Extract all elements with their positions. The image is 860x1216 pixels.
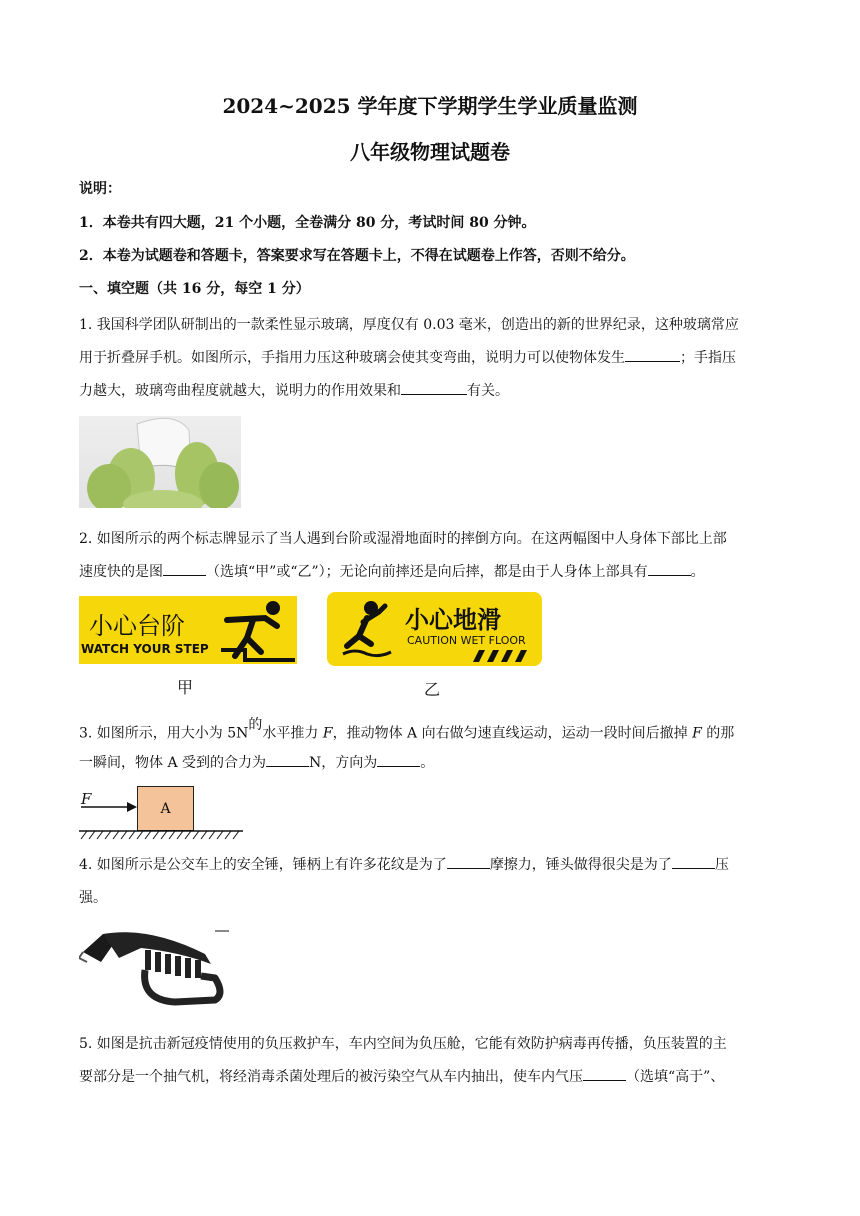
sign2-caption: 乙 [424, 680, 441, 699]
q5-line2-text-b: （选填“高于”、 [626, 1069, 725, 1085]
q2-line2-text-c: 。 [690, 564, 705, 580]
q5-answer-blank-1[interactable] [583, 1066, 626, 1081]
q3-answer-blank-1[interactable] [266, 752, 309, 767]
q4-line1-text-b: 摩擦力，锤头做得很尖是为了 [489, 857, 672, 873]
sign2-chinese: 小心地滑 [405, 606, 501, 634]
q2-line2 [79, 561, 705, 581]
force-arrow-icon [79, 800, 139, 814]
instructions-label: 说明： [79, 181, 121, 197]
watch-step-sign [79, 596, 297, 664]
q3-line1-text-b: 水平推力 [262, 725, 323, 742]
q1-answer-blank-2[interactable] [401, 380, 467, 395]
force-label: F [81, 790, 92, 808]
q2-line2-text-b: （选填“甲”或“乙”）；无论向前摔还是向后摔，都是由于人身体上部具有 [206, 564, 648, 580]
falling-forward-person-icon [217, 598, 297, 662]
slipping-person-icon [341, 600, 399, 658]
hazard-stripes [469, 650, 533, 662]
q1-line2-text-a: 用于折叠屏手机。如图所示，手指用力压这种玻璃会使其变弯曲，说明力可以使物体发生 [79, 350, 625, 366]
q1-line3-text-a: 力越大，玻璃弯曲程度就越大，说明力的作用效果和 [79, 383, 401, 399]
q3-line2-text-a: 一瞬间，物体 A 受到的合力为 [79, 755, 267, 771]
q3-line2 [79, 752, 434, 772]
q2-line1: 2. 如图所示的两个标志牌显示了当人遇到台阶或湿滑地面时的摔倒方向。在这两幅图中人身体下部比上部 [79, 531, 727, 547]
ground-surface [79, 830, 243, 840]
safety-hammer-image [79, 918, 239, 1010]
instruction-item-1: 1．本卷共有四大题，21 个小题，全卷满分 80 分，考试时间 80 分钟。 [79, 215, 536, 231]
sign1-chinese: 小心台阶 [89, 612, 185, 640]
sign1-english: WATCH YOUR STEP [81, 642, 209, 656]
q1-line2 [79, 347, 736, 367]
q4-line1-text-a: 4. 如图所示是公交车上的安全锤，锤柄上有许多花纹是为了 [79, 857, 447, 873]
sign1-caption: 甲 [177, 678, 194, 697]
q4-line2: 强。 [79, 890, 107, 906]
q4-answer-blank-1[interactable] [447, 854, 490, 869]
q3-line1 [79, 717, 734, 743]
q2-line2-text-a: 速度快的是图 [79, 564, 163, 580]
q3-line2-text-b: N，方向为 [309, 755, 378, 771]
q3-answer-blank-2[interactable] [377, 752, 420, 767]
q1-line2-text-b: ；手指压 [680, 350, 736, 366]
q4-answer-blank-2[interactable] [672, 854, 715, 869]
block-a [137, 786, 194, 831]
q3-line2-text-c: 。 [420, 755, 435, 771]
exam-subtitle: 八年级物理试题卷 [350, 140, 510, 164]
block-a-label: A [160, 800, 171, 817]
q5-line1: 5. 如图是抗击新冠疫情使用的负压救护车，车内空间为负压舱，它能有效防护病毒再传播，负压装置的主 [79, 1036, 727, 1052]
q3-force-symbol: F [322, 725, 333, 742]
q1-line1: 1. 我国科学团队研制出的一款柔性显示玻璃，厚度仅有 0.03 毫米，创造出的新的世界纪录，这种玻璃常应 [79, 317, 739, 333]
q3-line1-text-c: ，推动物体 A 向右做匀速直线运动，运动一段时间后撤掉 [332, 725, 693, 742]
q3-force-symbol-2: F [692, 725, 702, 742]
q2-answer-blank-2[interactable] [648, 561, 691, 576]
q2-answer-blank-1[interactable] [163, 561, 206, 576]
wet-floor-sign [327, 592, 542, 666]
q3-line1-sup: 的 [248, 717, 263, 733]
q1-line3 [79, 380, 509, 400]
sign2-english: CAUTION WET FLOOR [407, 634, 526, 647]
section-heading: 一、填空题（共 16 分，每空 1 分） [79, 281, 310, 297]
q1-answer-blank-1[interactable] [625, 347, 680, 362]
q1-line3-text-b: 有关。 [467, 383, 509, 399]
exam-title: 2024~2025 学年度下学期学生学业质量监测 [222, 94, 638, 118]
q3-line1-text-a: 3. 如图所示，用大小为 5N [79, 725, 249, 742]
q5-line2-text-a: 要部分是一个抽气机，将经消毒杀菌处理后的被污染空气从车内抽出，使车内气压 [79, 1069, 583, 1085]
q4-line1 [79, 854, 729, 874]
flexible-glass-photo [79, 416, 241, 508]
instruction-item-2: 2．本卷为试题卷和答题卡，答案要求写在答题卡上，不得在试题卷上作答，否则不给分。 [79, 248, 635, 264]
q4-line1-text-c: 压 [714, 857, 729, 873]
q5-line2 [79, 1066, 724, 1086]
q3-line1-text-d: 的那 [701, 725, 735, 742]
